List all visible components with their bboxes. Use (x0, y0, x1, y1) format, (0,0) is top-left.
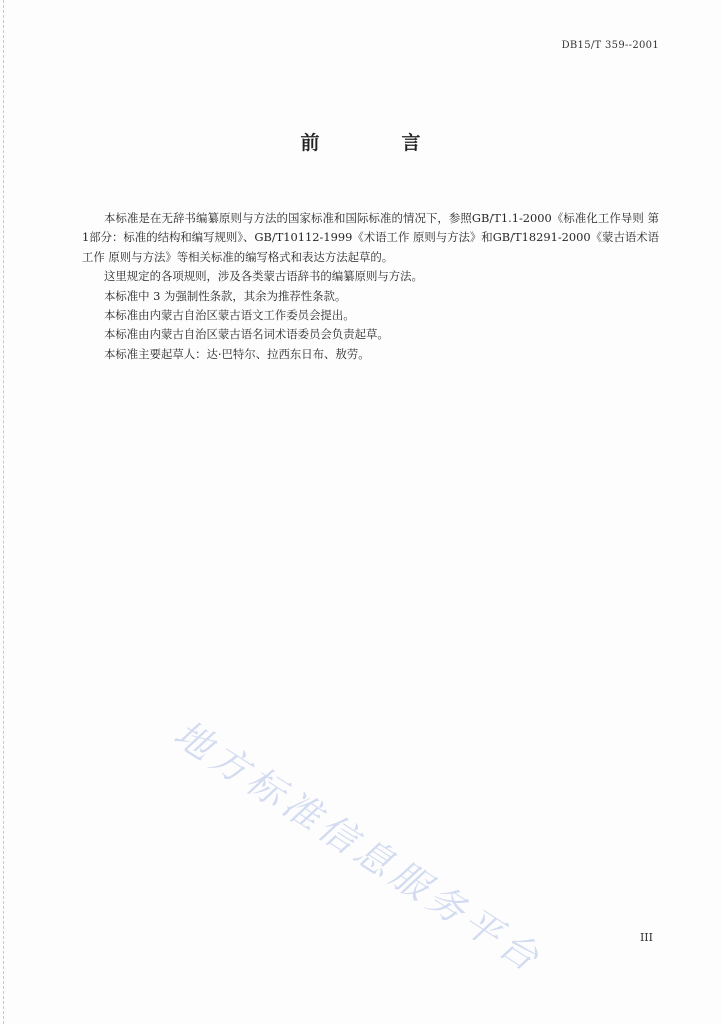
paragraph: 本标准中 3 为强制性条款，其余为推荐性条款。 (104, 288, 347, 303)
paragraph: 本标准由内蒙古自治区蒙古语文工作委员会提出。 (104, 308, 355, 323)
watermark-text: 地方标准信息服务平台 (166, 711, 551, 983)
page-number: III (639, 931, 653, 944)
foreword-body (82, 209, 659, 364)
paragraph: 本标准由内蒙古自治区蒙古语名词术语委员会负责起草。 (104, 327, 389, 342)
page-title: 前言 (300, 132, 503, 154)
document-code: DB15/T 359--2001 (561, 40, 659, 51)
paragraph: 这里规定的各项规则，涉及各类蒙古语辞书的编纂原则与方法。 (104, 269, 423, 284)
paragraph: 本标准是在无辞书编纂原则与方法的国家标准和国际标准的情况下，参照GB/T1.1-2000《标准化工作导则 第1部分：标准的结构和编写规则》、GB/T10112-1999《术语工作 原则与方法》和GB/T18291-2000《蒙古语术语工作 原则与方法》等相关标准的编写格式和表达方法起草的。 (82, 211, 660, 264)
paragraph: 本标准主要起草人：达·巴特尔、拉西东日布、敖劳。 (104, 346, 370, 361)
